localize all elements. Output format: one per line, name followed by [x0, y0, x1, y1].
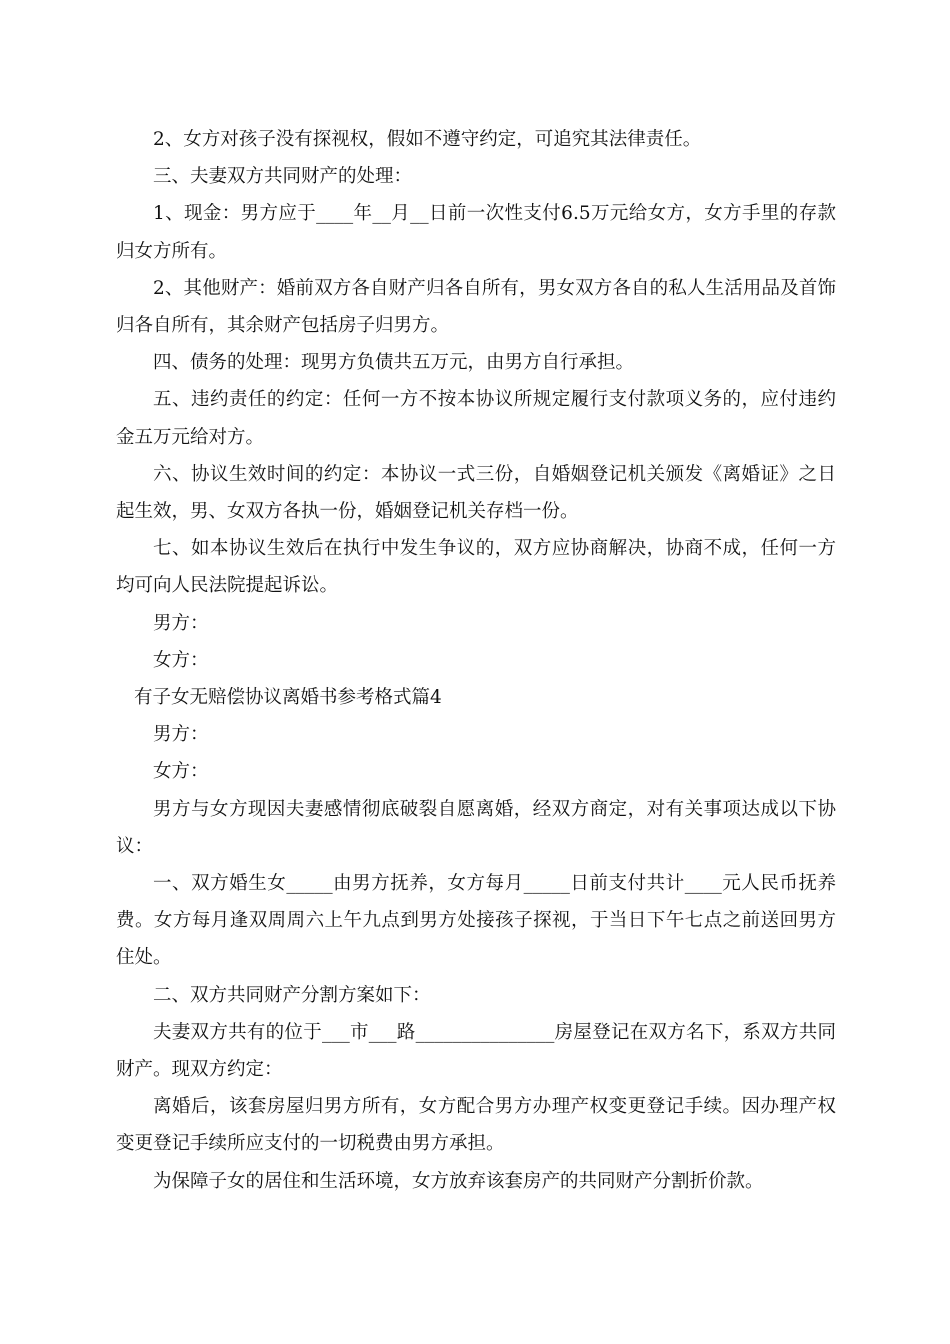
section-heading-property-division: 二、双方共同财产分割方案如下：: [153, 984, 431, 1006]
paragraph-after-divorce: 离婚后，该套房屋归男方所有，女方配合男方办理产权变更登记手续。因办理产权变更登记手续所应支付的一切税费由男方承担。: [116, 1096, 836, 1155]
paragraph-visitation-rights: 2、女方对孩子没有探视权，假如不遵守约定，可追究其法律责任。: [153, 129, 702, 150]
section-title-template-4: 有子女无赔偿协议离婚书参考格式篇4: [134, 687, 442, 709]
paragraph-other-property: 2、其他财产：婚前双方各自财产归各自所有，男女双方各自的私人生活用品及首饰归各自所有，其余财产包括房子归男方。: [116, 277, 836, 337]
paragraph-custody: 一、双方婚生女_____由男方抚养，女方每月_____日前支付共计____元人民币抚养费。女方每月逢双周周六上午九点到男方处接孩子探视，于当日下午七点之前送回男方住处。: [116, 873, 836, 969]
paragraph-debts: 四、债务的处理：现男方负债共五万元，由男方自行承担。: [153, 352, 635, 374]
paragraph-disputes: 七、如本协议生效后在执行中发生争议的，双方应协商解决，协商不成，任何一方均可向人民法院提起诉讼。: [116, 538, 836, 597]
paragraph-effective-date: 六、协议生效时间的约定：本协议一式三份，自婚姻登记机关颁发《离婚证》之日起生效，男、女双方各执一份，婚姻登记机关存档一份。: [116, 463, 836, 523]
party-line-woman: 女方：: [153, 761, 209, 783]
paragraph-preamble: 男方与女方现因夫妻感情彻底破裂自愿离婚，经双方商定，对有关事项达成以下协议：: [116, 798, 836, 857]
document-body: [116, 121, 836, 1200]
paragraph-cash: 1、现金：男方应于____年__月__日前一次性支付6.5万元给女方，女方手里的存款归女方所有。: [116, 203, 836, 262]
section-heading-joint-property: 三、夫妻双方共同财产的处理：: [153, 166, 413, 188]
paragraph-waiver: 为保障子女的居住和生活环境，女方放弃该套房产的共同财产分割折价款。: [153, 1170, 764, 1192]
signature-line-man: 男方：: [153, 612, 209, 634]
paragraph-breach: 五、违约责任的约定：任何一方不按本协议所规定履行支付款项义务的，应付违约金五万元给对方。: [116, 389, 836, 448]
signature-line-woman: 女方：: [153, 649, 209, 671]
paragraph-house: 夫妻双方共有的位于___市___路_______________房屋登记在双方名下，系双方共同财产。现双方约定：: [116, 1021, 836, 1081]
party-line-man: 男方：: [153, 724, 209, 746]
